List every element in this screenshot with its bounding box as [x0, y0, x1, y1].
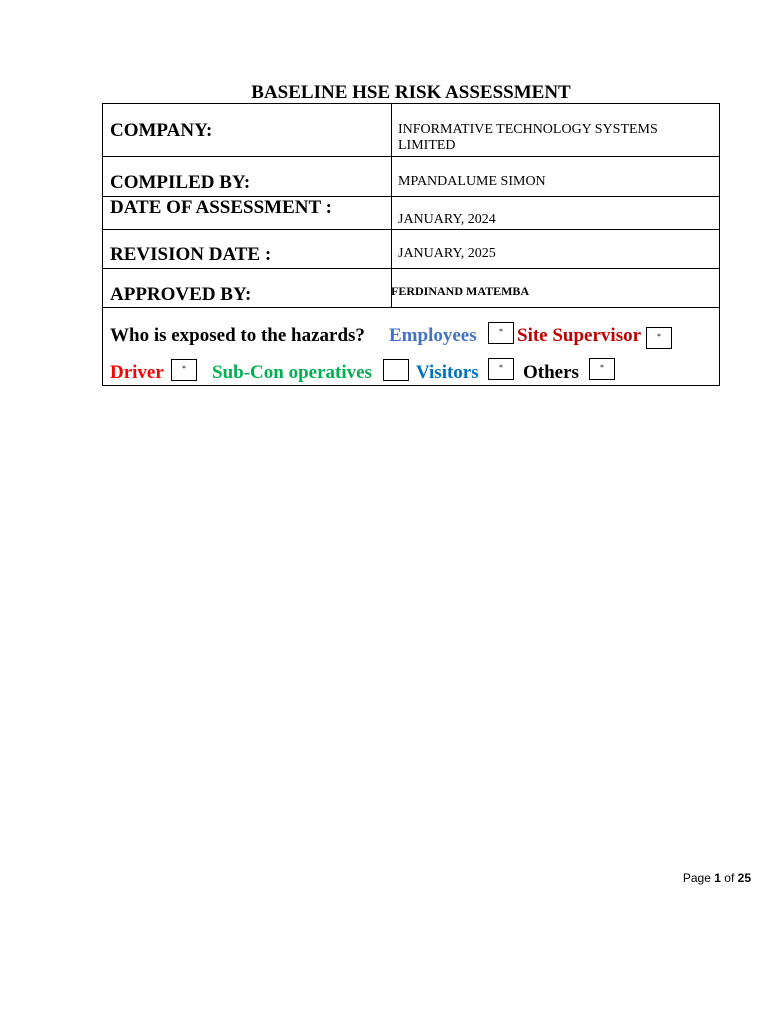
compiled-by-label: COMPILED BY:	[110, 172, 251, 193]
document-title: BASELINE HSE RISK ASSESSMENT	[251, 82, 571, 103]
approved-by-value: FERDINAND MATEMBA	[391, 284, 530, 298]
of-word: of	[724, 871, 735, 885]
option-employees-checkbox[interactable]: *	[488, 322, 514, 344]
row-divider	[103, 229, 719, 230]
option-site-supervisor-checkbox[interactable]: *	[646, 327, 672, 349]
row-divider	[103, 156, 719, 157]
revision-date-value: JANUARY, 2025	[398, 246, 496, 261]
option-visitors-checkbox[interactable]: *	[488, 358, 514, 380]
option-others-checkbox[interactable]: *	[589, 358, 615, 380]
option-employees-label: Employees	[389, 325, 477, 346]
option-site-supervisor-label: Site Supervisor	[517, 325, 642, 346]
row-divider	[103, 268, 719, 269]
option-driver-checkbox[interactable]: *	[171, 359, 197, 381]
option-others-label: Others	[523, 362, 579, 383]
option-driver-label: Driver	[110, 362, 164, 383]
company-label: COMPANY:	[110, 120, 213, 141]
company-value: INFORMATIVE TECHNOLOGY SYSTEMS LIMITED	[398, 122, 658, 153]
date-of-assessment-label: DATE OF ASSESSMENT :	[110, 197, 332, 218]
page-current: 1	[714, 871, 721, 885]
option-sub-con-label: Sub-Con operatives	[212, 362, 372, 383]
page-number	[683, 871, 751, 885]
exposure-question: Who is exposed to the hazards?	[110, 325, 365, 346]
date-of-assessment-value: JANUARY, 2024	[398, 212, 496, 227]
column-divider	[391, 104, 392, 308]
option-visitors-label: Visitors	[416, 362, 479, 383]
page-word: Page	[682, 871, 711, 885]
assessment-form	[102, 103, 720, 386]
approved-by-label: APPROVED BY:	[110, 284, 252, 305]
revision-date-label: REVISION DATE :	[110, 244, 272, 265]
compiled-by-value: MPANDALUME SIMON	[398, 174, 546, 189]
option-sub-con-checkbox[interactable]	[383, 359, 409, 381]
page-total: 25	[737, 871, 751, 885]
row-divider	[103, 307, 719, 308]
